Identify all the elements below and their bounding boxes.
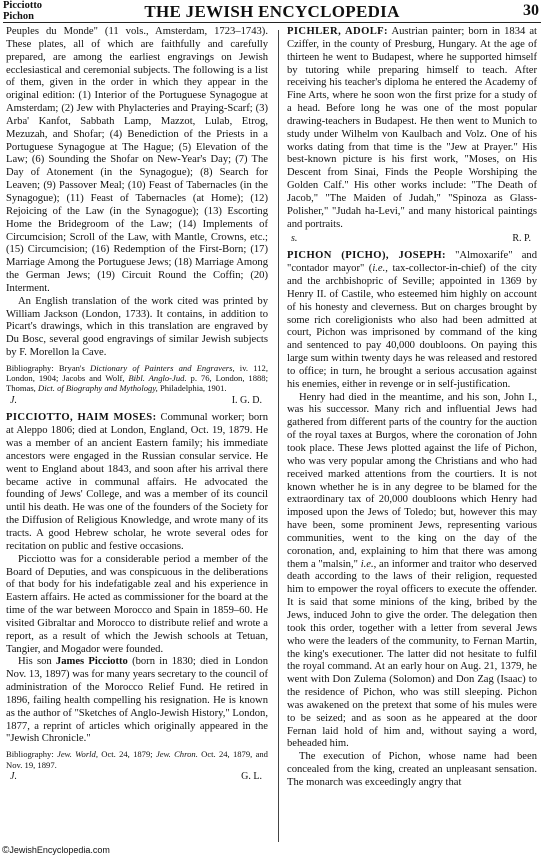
bib-title: Jew. Chron.	[155, 749, 198, 760]
signature-line	[6, 395, 268, 408]
keyword-last: Pichon	[3, 11, 34, 22]
entry-heading: PICCIOTTO, HAIM MOSES:	[6, 412, 157, 424]
bib-text: p. 76, London, 1888; Thomas,	[6, 373, 268, 394]
signature-line	[6, 771, 268, 784]
entry-text: His son	[18, 656, 56, 668]
bibliography-label: Bibliography:	[6, 362, 54, 373]
entry-pichler-adolf	[287, 26, 537, 232]
entry-text: Henry had died in the meantime, and his son, John I., was his successor. Many rich and influential Jews had gathered from different parts of the country for the auction of the royal taxes at Burgos, where the coronation of John took place. These Jews plotted against the life of Pichon, who was very popular among the Christians and who had received marked attentions from the courtiers. It is not known whether he is in any degree to be blamed for the extraordinary tax of 20,000 doubloons which Henry had imposed upon the Jews of Toledo; but, however this may have been, some prominent Jews, representing various communities, went to the king on the day of the coronation, and, explaining to him that there was among them a "malsin,"	[287, 391, 537, 570]
page-number: 30	[523, 2, 539, 19]
abbreviation: i.e.	[360, 558, 374, 570]
bib-text: Bryan's	[53, 362, 91, 373]
entry-pichon-joseph	[287, 250, 537, 391]
copyright-symbol: ©	[2, 845, 10, 856]
bibliography	[6, 363, 268, 394]
signature-initials: G. L.	[241, 770, 262, 782]
entry-text: Communal worker; born at Aleppo 1806; died at London, England, Oct. 19, 1879. He was a member of an ancient Eastern family; his immediate ancestors were engaged in the Russian consular service. He went to England about 1843, and soon after his arrival there became active in communal affairs. He advocated the founding of Jews' College, and was a member of its council until his death. He was one of the founders of the Society for the Diffusion of Religious Knowledge, and wrote many of its tracts. A good Hebrew scholar, he wrote several odes for recitation on public and festive occasions.	[6, 412, 268, 552]
site-link[interactable]: JewishEncyclopedia.com	[9, 845, 110, 855]
bib-title: Jew. World,	[57, 749, 98, 760]
paragraph	[287, 392, 537, 752]
bib-text: Oct. 24, 1879, and Nov. 19, 1897.	[6, 749, 268, 770]
paragraph	[6, 656, 268, 746]
left-column	[6, 26, 268, 788]
bib-title: Dictionary of Painters and Engravers,	[90, 362, 235, 373]
bib-title: Bibl. Anglo-Jud.	[128, 373, 187, 384]
signature-initials: I. G. D.	[231, 394, 262, 406]
bib-title: Dict. of Biography and Mythology,	[37, 383, 158, 394]
bibliography-label: Bibliography:	[6, 749, 54, 760]
bib-text: Oct. 24, 1879;	[98, 749, 156, 760]
entry-text: (born in 1830; died in London Nov. 13, 1897) was for many years secretary to the council of administration of the Morocco Relief Fund. He retired in 1896, failing health compelling his resignation. He is known as the author of "Sketches of Anglo-Jewish History," London, 1877, a reprint of articles which originally appeared in the "Jewish Chronicle."	[6, 656, 269, 745]
signature-line	[287, 233, 537, 246]
bib-text: iv. 112, London, 1904; Jacobs and Wolf,	[6, 362, 268, 384]
signature-code: J.	[10, 770, 17, 782]
column-divider	[278, 30, 279, 842]
publication-title: THE JEWISH ENCYCLOPEDIA	[144, 2, 400, 21]
paragraph: The execution of Pichon, whose name had been concealed from the king, created an unpleasant sensation. The monarch was exceedingly angry that	[287, 751, 537, 788]
paragraph: Picciotto was for a considerable period a member of the Board of Deputies, and was conspicuous in the deliberations of that body for his indefatigable zeal and his experience in Eastern affairs. He acted as commissioner for the board at the time of the war between Morocco and Spain in 1859–60. He visited Gibraltar and Morocco to distribute relief and wrote a report, as a result of which the Jewish schools at Tetuan, Tangier, and Mogador were founded.	[6, 553, 268, 655]
paragraph: An English translation of the work cited was printed by William Jackson (London, 1733). It contains, in addition to Picart's drawings, which in this translation are engraved by Du Bosc, several good engravings of similar Jewish subjects by F. Morellon la Cave.	[6, 295, 268, 359]
page-header	[3, 0, 541, 22]
signature-code: s.	[291, 232, 298, 244]
right-column	[287, 26, 537, 790]
signature-initials: R. P.	[512, 232, 531, 244]
entry-heading: PICHLER, ADOLF:	[287, 26, 388, 37]
entry-picciotto-haim-moses	[6, 412, 268, 553]
bib-text: Philadelphia, 1901.	[157, 383, 227, 394]
entry-heading: PICHON (PICHO), JOSEPH:	[287, 250, 446, 262]
bibliography	[6, 749, 268, 769]
entry-text: , tax-collector-in-chief) of the city and the archbishopric of Seville; appointed in 1369 by Henry II. of Castile, who esteemed him highly on account of his honesty and cleverness. But on charges brought by some rich coreligionists who also had been admitted at court, Pichon was imprisoned by command of the king and sentenced to pay 40,000 doubloons. On paying this large sum within twenty days he was released and restored to office; in turn, he brought a serious accusation against his enemies, either in revenge or in self-justification.	[287, 263, 537, 390]
keyword-first: Picciotto	[3, 0, 43, 11]
entry-text: , an informer and traitor who deserved death according to the laws of their religion, requested him to empower the royal officers to execute the offender. It is said that some minions of the king, bribed by the Jews, induced John to give the order. The delegation then took this order, together with a letter from several Jews who were the leaders of the community, to Fernan Martin, the king's executioner. The latter did not hesitate to fulfil the royal command. At an early hour on Aug. 21, 1379, he went with Don Zulema (Solomon) and Don Zag (Isaac) to the residence of Pichon, who was still sleeping. Pichon was awakened on the pretext that some of his mules were to be seized; and as soon as he appeared at the door Fernan laid hold of him and, without saying a word, beheaded him.	[287, 558, 537, 750]
signature-code: J.	[10, 394, 17, 406]
paragraph: Peuples du Monde" (11 vols., Amsterdam, 1723–1743). These plates, all of which are faithfully and carefully prepared, are among the earliest engravings on Jewish ecclesiastical and ceremonial subjects. The following is a list of them, given in the order in which they appear in the original edition: (1) Interior of the Portuguese Synagogue at Amsterdam; (2) Jew with Phylacteries and Praying-Scarf; (3) Arba' Kanfot, Sabbath Lamp, Mazzot, Lulab, Etrog, Mezuzah, and Shofar; (4) Benediction of the Priests in a Portuguese Synagogue at The Hague; (5) Elevation of the Law; (6) Sounding the Shofar on New-Year's Day; (7) The Day of Atonement (in the Synagogue); (8) Search for Leaven; (9) Passover Meal; (10) Feast of Tabernacles (in the Synagogue); (11) Feast of Tabernacles (at Home); (12) Rejoicing of the Law (in the Synagogue); (13) Escorting Home the Bridegroom of the Law; (14) Implements of Circumcision; Scroll of the Law, with Mantle, Crowns, etc.; (15) Circumcision; (16) Redemption of the First-Born; (17) Marriage Among the Portuguese Jews; (18) Marriage Among the German Jews; (19) Circuit Round the Coffin; (20) Interment.	[6, 26, 268, 294]
entry-text: Austrian painter; born in 1834 at Cziffer, in the county of Presburg, Hungary. At the age of thirteen he went to Budapest, where he supported himself by tutoring while preparing himself to teach. After receiving his teacher's diploma he entered the Academy of Fine Arts, where he soon won the first prize for a study of a head. Before long he was one of the most popular drawing-teachers in Budapest. He then went to Munich to study under Wilhelm von Kaulbach and Volz. One of his works dating from that time is the "Jew at Prayer." His best-known picture is his first work, "Moses, on His Descent from Sinai, Finds the People Worshiping the Golden Calf." His other works include: "The Death of Jacob," "The Maiden of Judah," "Spinoza as Glass-Polisher," "Judah ha-Levi," and many historical paintings and portraits.	[287, 26, 537, 230]
header-rule	[3, 22, 541, 23]
page-footer	[2, 845, 110, 856]
person-name: James Picciotto	[55, 656, 128, 668]
entry-text: "Almoxarife" and "contador mayor" (	[287, 250, 537, 275]
abbreviation: i.e.	[372, 263, 386, 275]
